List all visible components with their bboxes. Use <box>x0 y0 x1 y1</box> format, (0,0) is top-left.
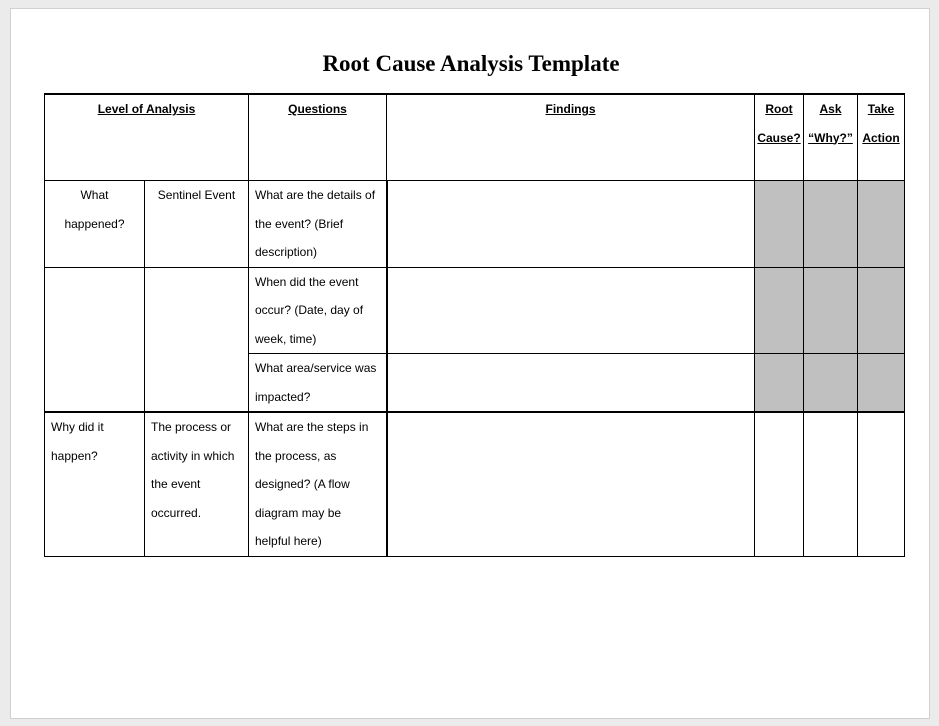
root-cause-cell[interactable] <box>755 267 804 354</box>
findings-cell[interactable] <box>387 354 755 413</box>
header-ask-why: Ask “Why?” <box>804 94 858 181</box>
take-action-cell[interactable] <box>858 267 905 354</box>
level-cell <box>45 267 145 412</box>
ask-why-cell[interactable] <box>804 412 858 556</box>
level-cell: What happened? <box>45 181 145 268</box>
ask-why-cell[interactable] <box>804 354 858 413</box>
root-cause-table <box>44 93 905 557</box>
sublevel-cell: Sentinel Event <box>145 181 249 268</box>
take-action-cell[interactable] <box>858 412 905 556</box>
ask-why-cell[interactable] <box>804 181 858 268</box>
root-cause-cell[interactable] <box>755 412 804 556</box>
header-questions: Questions <box>249 94 387 181</box>
question-cell: When did the event occur? (Date, day of week, time) <box>249 267 387 354</box>
findings-cell[interactable] <box>387 181 755 268</box>
root-cause-cell[interactable] <box>755 181 804 268</box>
question-cell: What are the details of the event? (Brief description) <box>249 181 387 268</box>
document-title: Root Cause Analysis Template <box>322 51 620 76</box>
ask-why-cell[interactable] <box>804 267 858 354</box>
document-page <box>10 8 930 719</box>
question-cell: What area/service was impacted? <box>249 354 387 413</box>
findings-cell[interactable] <box>387 267 755 354</box>
findings-cell[interactable] <box>387 412 755 556</box>
level-cell: Why did it happen? <box>45 412 145 556</box>
header-take-action: Take Action <box>858 94 905 181</box>
sublevel-cell: The process or activity in which the event occurred. <box>145 412 249 556</box>
take-action-cell[interactable] <box>858 354 905 413</box>
table-header-row <box>45 94 905 181</box>
table-row <box>45 181 905 268</box>
table-row <box>45 267 905 354</box>
sublevel-cell <box>145 267 249 412</box>
header-level-of-analysis: Level of Analysis <box>45 94 249 181</box>
table-row <box>45 412 905 556</box>
question-cell: What are the steps in the process, as designed? (A flow diagram may be helpful here) <box>249 412 387 556</box>
header-root-cause: Root Cause? <box>755 94 804 181</box>
take-action-cell[interactable] <box>858 181 905 268</box>
header-findings: Findings <box>387 94 755 181</box>
root-cause-cell[interactable] <box>755 354 804 413</box>
